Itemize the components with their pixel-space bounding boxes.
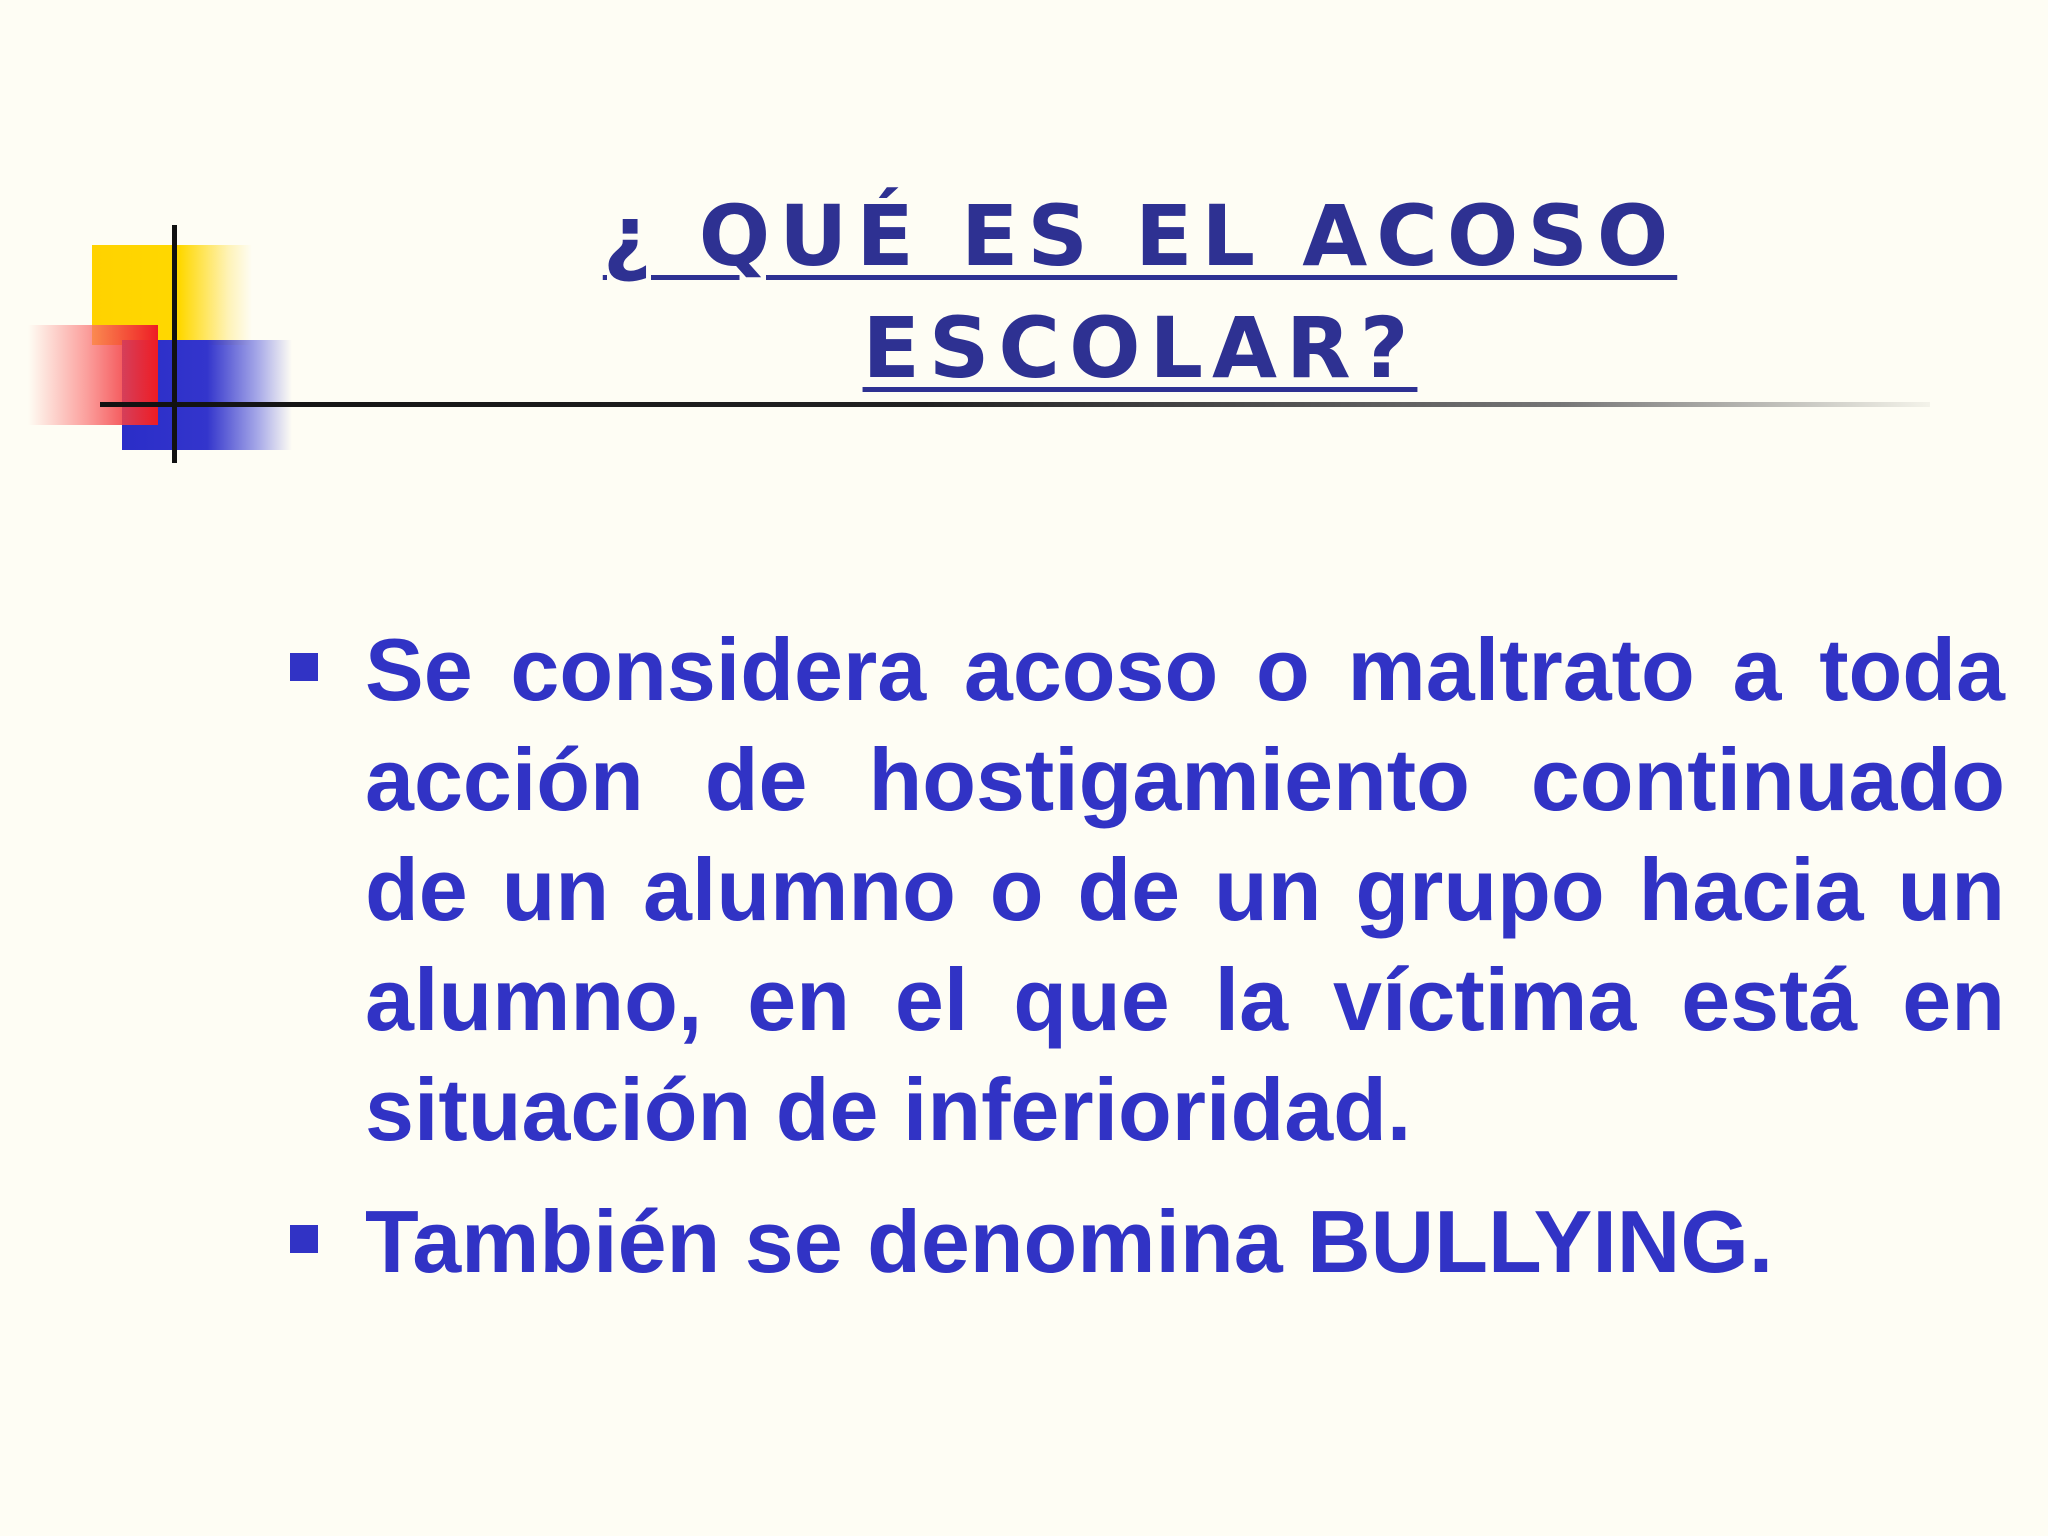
decorative-vertical-line [172, 225, 177, 463]
bullet-list [290, 615, 2005, 1297]
bullet-text: Se considera acoso o maltrato a toda acción de hostigamiento continuado de un alumno o de un grupo hacia un alumno, en el que la víctima está en situación de inferioridad. [365, 620, 2005, 1159]
decorative-red-square [28, 325, 158, 425]
square-bullet-icon [290, 653, 318, 681]
square-bullet-icon [290, 1225, 318, 1253]
bullet-item-definition [290, 615, 2005, 1165]
slide-title: ¿ QUÉ ES EL ACOSO ESCOLAR? [602, 187, 1678, 397]
bullet-item-bullying [290, 1187, 2005, 1297]
bullet-text: También se denomina BULLYING. [365, 1192, 1774, 1291]
